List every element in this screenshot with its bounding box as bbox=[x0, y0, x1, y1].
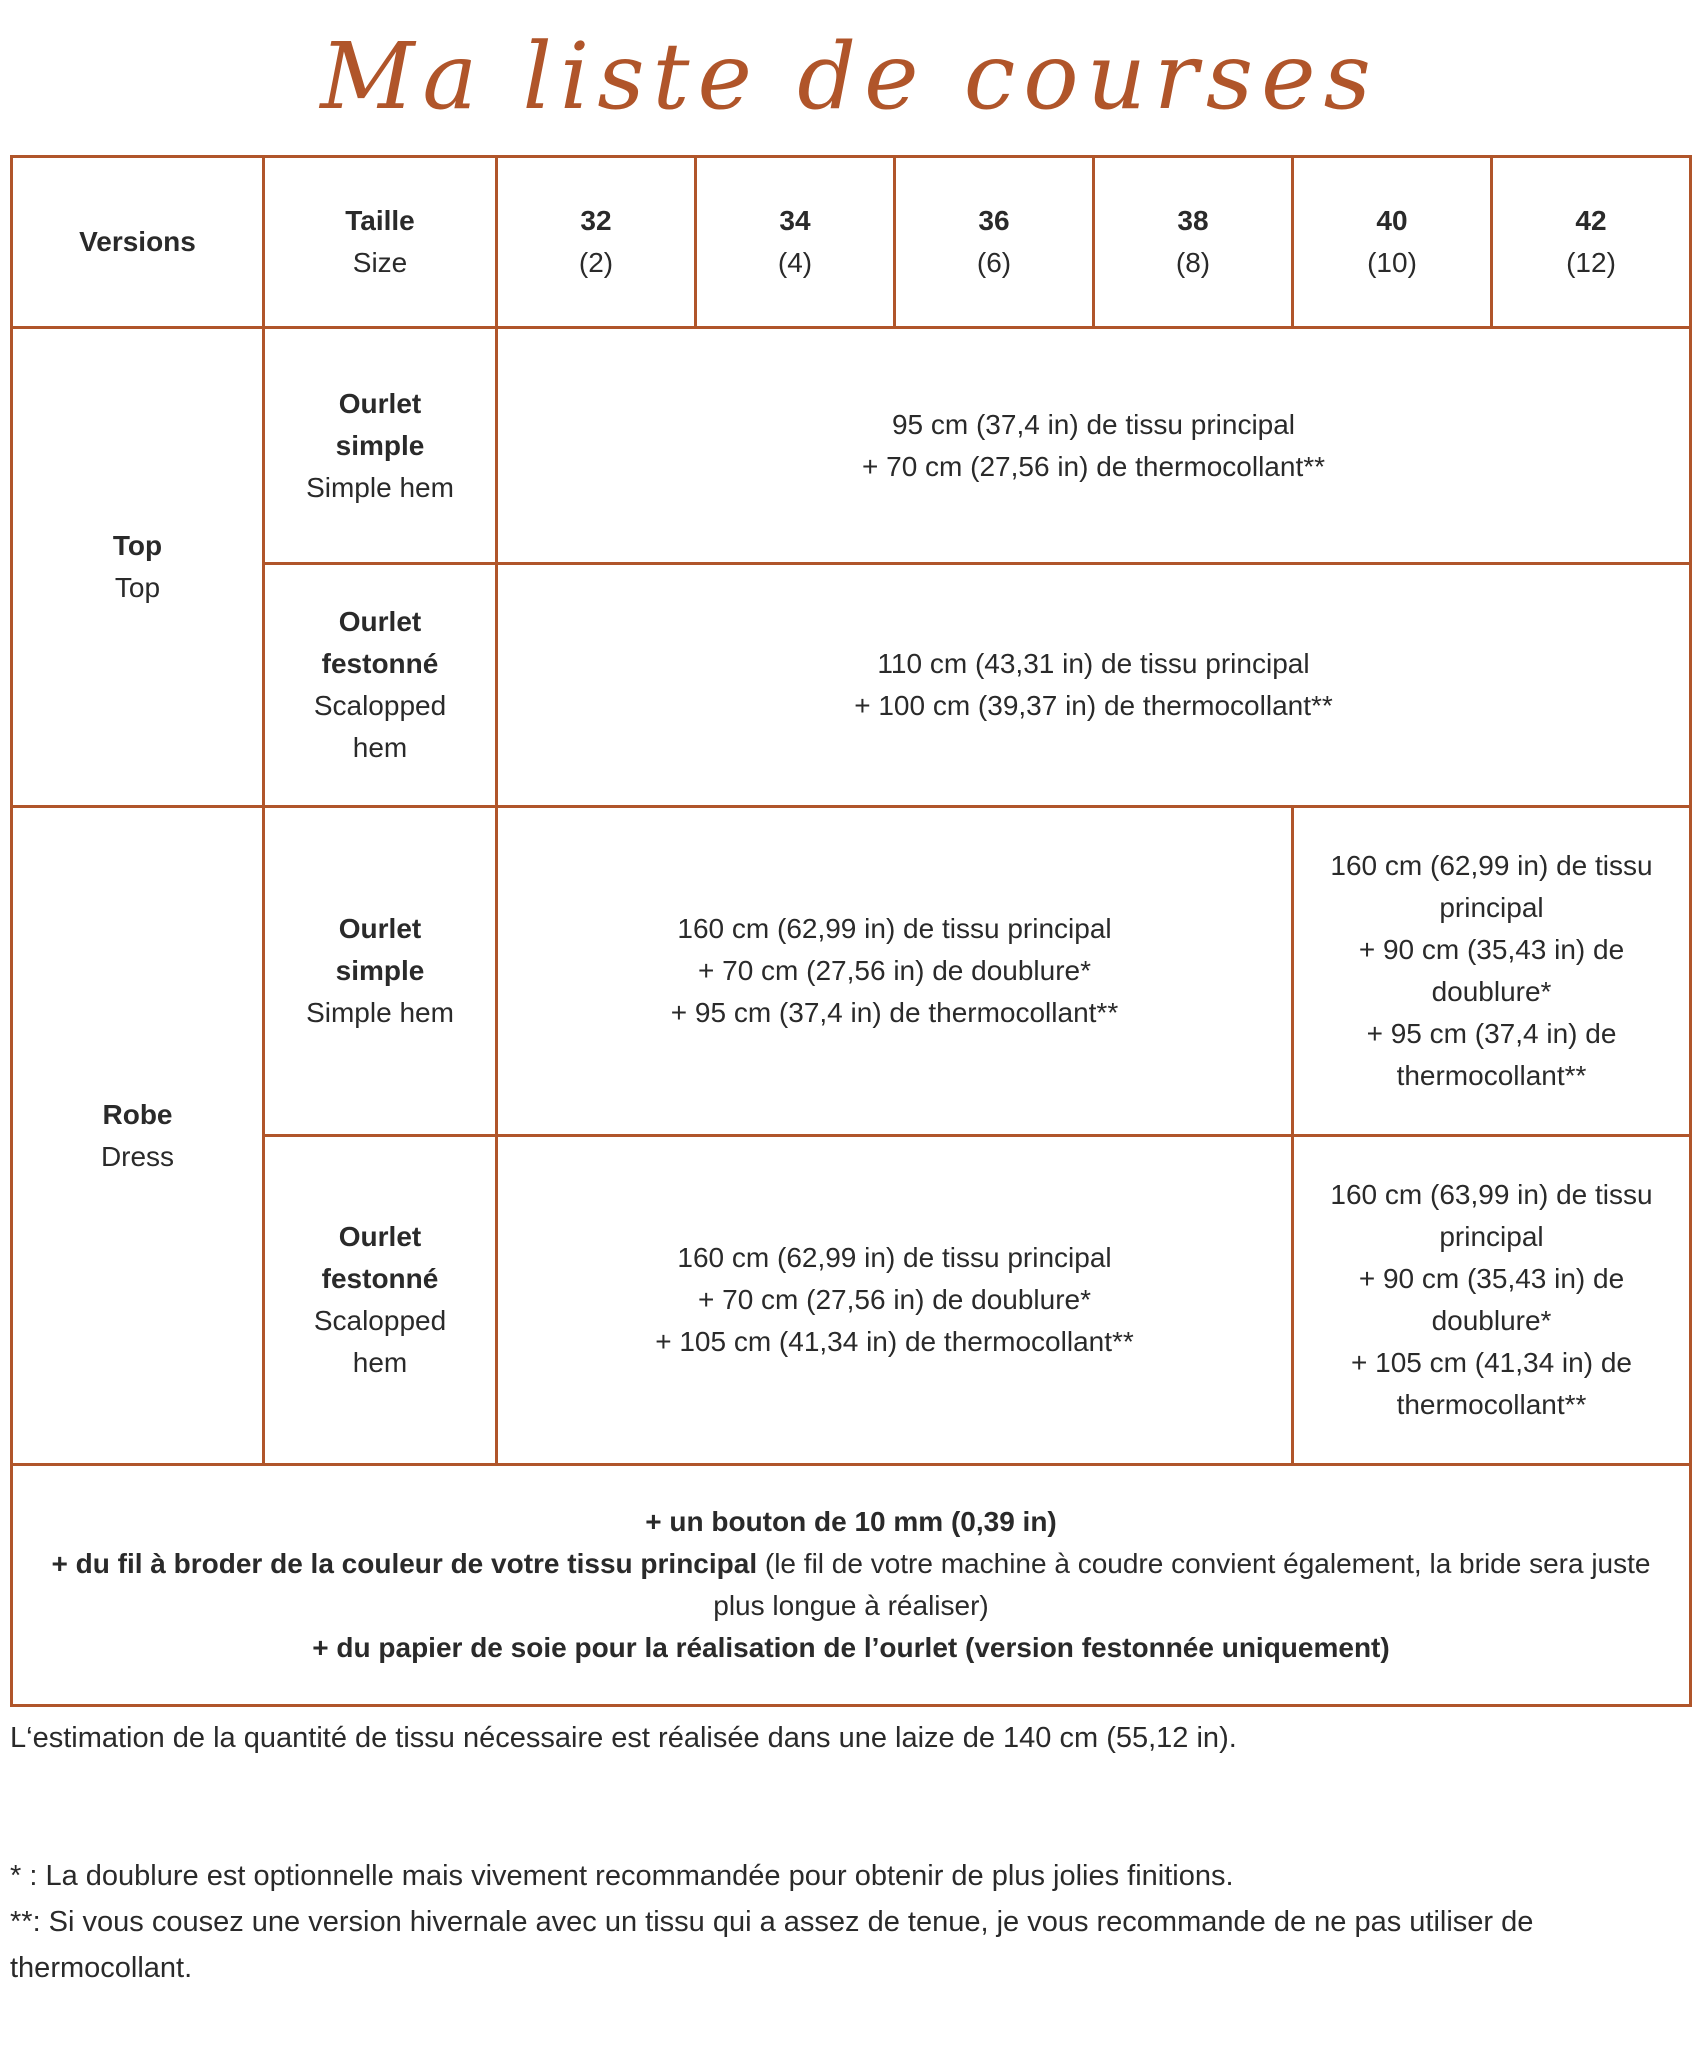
quantity-line: 95 cm (37,4 in) de tissu principal bbox=[891, 408, 1296, 440]
extra-paper: + du papier de soie pour la réalisation de l’ourlet (version festonnée uniquement) bbox=[312, 1632, 1390, 1663]
extras-cell bbox=[12, 1465, 1691, 1706]
extra-thread bbox=[23, 1543, 1679, 1585]
size-fr: 32 bbox=[580, 205, 612, 236]
hem-label-fr: Ourlet bbox=[338, 913, 422, 944]
interfacing-footnote: **: Si vous cousez une version hivernale avec un tissu qui a assez de tenue, je vous recommande de ne pas utiliser de thermocollant. bbox=[10, 1906, 1534, 1984]
hem-label-en: hem bbox=[352, 732, 408, 763]
version-name-en: Top bbox=[114, 572, 161, 603]
hem-label-fr: simple bbox=[335, 955, 425, 986]
quantity-line: principal bbox=[1439, 1221, 1544, 1252]
versions-header bbox=[12, 157, 264, 328]
top-version-cell bbox=[12, 328, 264, 807]
quantity-line: + 70 cm (27,56 in) de doublure* bbox=[697, 1284, 1092, 1315]
hem-label-cell bbox=[264, 1136, 497, 1465]
lining-footnote: * : La doublure est optionnelle mais vivement recommandée pour obtenir de plus jolies finitions. bbox=[10, 1860, 1234, 1892]
quantity-line: + 90 cm (35,43 in) de bbox=[1358, 934, 1625, 965]
quantity-line: doublure* bbox=[1431, 1305, 1552, 1336]
hem-label-en: hem bbox=[352, 1347, 408, 1378]
quantity-line: doublure* bbox=[1431, 976, 1552, 1007]
size-us: (4) bbox=[777, 247, 813, 278]
extras-row bbox=[12, 1465, 1691, 1706]
quantity-line: + 100 cm (39,37 in) de thermocollant** bbox=[854, 690, 1333, 721]
size-42-header bbox=[1492, 157, 1691, 328]
hem-label-fr: Ourlet bbox=[338, 1221, 422, 1252]
size-us: (6) bbox=[976, 247, 1012, 278]
hem-label-fr: festonné bbox=[321, 648, 439, 679]
quantity-line: principal bbox=[1439, 892, 1544, 923]
hem-label-fr: Ourlet bbox=[338, 387, 422, 419]
extra-thread-note: (le fil de votre machine à coudre convient également, la bride sera juste bbox=[757, 1548, 1651, 1579]
size-fr: 40 bbox=[1376, 205, 1408, 236]
size-header bbox=[264, 157, 497, 328]
size-header-en: Size bbox=[352, 247, 408, 278]
quantity-line: + 95 cm (37,4 in) de bbox=[1366, 1018, 1617, 1049]
page-title: Ma liste de courses bbox=[320, 23, 1379, 130]
hem-label-en: Scalopped bbox=[313, 690, 447, 721]
size-us: (8) bbox=[1175, 247, 1211, 278]
size-fr: 34 bbox=[779, 205, 811, 236]
hem-label-en: Simple hem bbox=[306, 997, 454, 1028]
size-38-header bbox=[1094, 157, 1293, 328]
hem-label-fr: festonné bbox=[321, 1263, 439, 1294]
top-scalloped-row bbox=[12, 564, 1691, 807]
quantity-line: 160 cm (63,99 in) de tissu bbox=[1330, 1179, 1653, 1210]
shopping-list-table bbox=[10, 155, 1692, 1707]
hem-label-cell bbox=[264, 807, 497, 1136]
versions-header-label: Versions bbox=[79, 226, 196, 257]
robe-version-cell bbox=[12, 807, 264, 1465]
extra-button: + un bouton de 10 mm (0,39 in) bbox=[645, 1506, 1057, 1537]
quantity-line: + 105 cm (41,34 in) de bbox=[1351, 1347, 1632, 1378]
quantity-cell bbox=[497, 328, 1691, 564]
robe-scalloped-row bbox=[12, 1136, 1691, 1465]
size-36-header bbox=[895, 157, 1094, 328]
version-name-fr: Top bbox=[112, 530, 163, 561]
size-34-header bbox=[696, 157, 895, 328]
quantity-line: + 105 cm (41,34 in) de thermocollant** bbox=[655, 1326, 1134, 1357]
quantity-line: 160 cm (62,99 in) de tissu principal bbox=[677, 913, 1112, 944]
extra-thread-note-2: plus longue à réaliser) bbox=[713, 1590, 989, 1621]
header-row bbox=[12, 157, 1691, 328]
size-us: (12) bbox=[1566, 247, 1616, 278]
quantity-line: 160 cm (62,99 in) de tissu principal bbox=[677, 1242, 1112, 1273]
hem-label-cell bbox=[264, 328, 497, 564]
size-fr: 38 bbox=[1177, 205, 1209, 236]
hem-label-cell bbox=[264, 564, 497, 807]
hem-label-en: Scalopped bbox=[313, 1305, 447, 1336]
quantity-cell-40-42 bbox=[1293, 807, 1691, 1136]
hem-label-fr: simple bbox=[335, 429, 425, 461]
quantity-line: + 70 cm (27,56 in) de thermocollant** bbox=[861, 450, 1326, 482]
extra-thread-bold: + du fil à broder de la couleur de votre tissu principal bbox=[51, 1548, 758, 1579]
size-header-fr: Taille bbox=[345, 205, 415, 236]
size-40-header bbox=[1293, 157, 1492, 328]
quantity-line: 160 cm (62,99 in) de tissu bbox=[1330, 850, 1653, 881]
quantity-line: + 95 cm (37,4 in) de thermocollant** bbox=[670, 997, 1119, 1028]
size-us: (10) bbox=[1367, 247, 1417, 278]
size-32-header bbox=[497, 157, 696, 328]
size-us: (2) bbox=[578, 247, 614, 278]
hem-label-fr: Ourlet bbox=[338, 606, 422, 637]
quantity-cell-40-42 bbox=[1293, 1136, 1691, 1465]
version-name-fr: Robe bbox=[102, 1098, 173, 1130]
version-name-en: Dress bbox=[100, 1140, 175, 1172]
quantity-cell-32-38 bbox=[497, 1136, 1293, 1465]
size-fr: 42 bbox=[1575, 205, 1607, 236]
quantity-line: thermocollant** bbox=[1396, 1389, 1587, 1420]
quantity-cell bbox=[497, 564, 1691, 807]
quantity-line: thermocollant** bbox=[1396, 1060, 1587, 1091]
quantity-line: + 90 cm (35,43 in) de bbox=[1358, 1263, 1625, 1294]
fabric-estimate-note: L‘estimation de la quantité de tissu nécessaire est réalisée dans une laize de 140 cm (55,12 in). bbox=[10, 1722, 1237, 1754]
quantity-line: 110 cm (43,31 in) de tissu principal bbox=[877, 648, 1310, 679]
robe-simple-row bbox=[12, 807, 1691, 1136]
size-fr: 36 bbox=[978, 205, 1010, 236]
top-simple-row bbox=[12, 328, 1691, 564]
hem-label-en: Simple hem bbox=[306, 471, 454, 503]
quantity-line: + 70 cm (27,56 in) de doublure* bbox=[697, 955, 1092, 986]
quantity-cell-32-38 bbox=[497, 807, 1293, 1136]
